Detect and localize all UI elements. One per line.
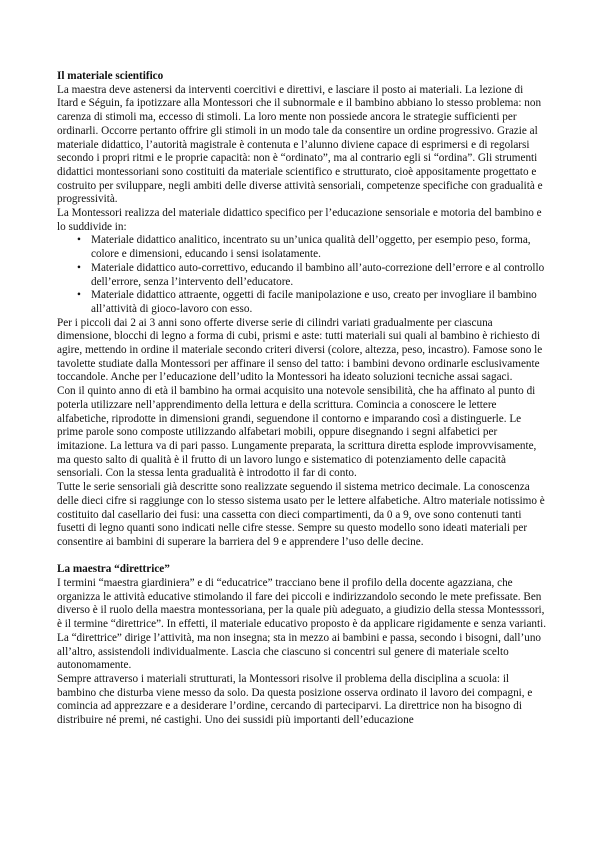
section-heading-materiale-scientifico: Il materiale scientifico [57,70,164,82]
bullet-icon: • [77,289,81,302]
list-item-text: Materiale didattico auto-correttivo, educando il bambino all’auto-correzione dell’errore e al controllo dell’errore, senza l’intervento dell’educatore. [91,261,545,288]
list-item-text: Materiale didattico analitico, incentrato su un’unica qualità dell’oggetto, per esempio peso, forma, colore e dimensioni, educando i sensi isolatamente. [91,234,531,261]
paragraph: I termini “maestra giardiniera” e di “educatrice” tracciano bene il profilo della docente agazziana, che organizza le attività educative stimolando il fare dei piccoli e indirizzandolo secondo le mete prefissate. Ben diverso è il ruolo della maestra montessoriana, per la quale più adeguato, a giudizio della stessa Montesssori, è il termine “direttrice”. In effetti, il materiale educativo proposto è da applicare rigidamente e senza varianti. La “direttrice” dirige l’attività, ma non insegna; sta in mezzo ai bambini e passa, secondo i bisogni, dall’uno all’altro, assistendoli individualmente. Lascia che ciascuno si concentri sul genere di materiale scelto autonomamente. [57,577,547,672]
section-spacer [57,550,547,564]
paragraph: Sempre attraverso i materiali strutturati, la Montessori risolve il problema della disciplina a scuola: il bambino che disturba viene messo da solo. Da questa posizione osserva ordinato il lavoro dei compagni, e comincia ad apprezzare e a desiderare l’ordine, cercando di parteciparvi. La direttrice non ha bisogno di distribuire né premi, né castighi. Uno dei sussidi più importanti dell’educazione [57,672,533,727]
list-item [57,262,547,289]
list-item [57,289,547,316]
list-item-text: Materiale didattico attraente, oggetti di facile manipolazione e uso, creato per invogliare il bambino all’attività di gioco-lavoro con esso. [91,289,537,315]
list-item [57,234,547,261]
paragraph: Per i piccoli dai 2 ai 3 anni sono offerte diverse serie di cilindri variati gradualmente per ciascuna dimensione, blocchi di legno a forma di cubi, prismi e aste: tutti materiali sui quali al bambino è richiesto di agire, mettendo in ordine il materiale secondo criteri diversi (colore, altezza, peso, incastro). Famose sono le tavolette studiate dalla Montessori per affinare il senso del tatto: i bambini devono ordinarle esclusivamente toccandole. Anche per l’educazione dell’udito la Montessori ha ideato soluzioni tecniche assai sagaci. [57,316,543,384]
document-page [57,70,547,728]
paragraph: Con il quinto anno di età il bambino ha ormai acquisito una notevole sensibilità, che ha affinato al punto di poterla utilizzare nell’apprendimento della lettura e della scrittura. Comincia a conoscere le lettere alfabetiche, riprodotte in dimensioni grandi, seguendone il contorno e imparando così a distinguerle. Le prime parole sono composte utilizzando alfabetari mobili, oppure disegnando i segni alfabetici per imitazione. La lettura va di pari passo. Lungamente preparata, la scrittura diretta esplode improvvisamente, ma questo salto di qualità è il frutto di un lavoro lungo e sistematico di potenziamento delle capacità sensoriali. Con la stessa lenta gradualità è introdotto il far di conto. [57,385,537,480]
paragraph: La maestra deve astenersi da interventi coercitivi e direttivi, e lasciare il posto ai materiali. La lezione di Itard e Séguin, fa ipotizzare alla Montessori che il subnormale e il bambino abbiano lo stesso problema: non carenza di stimoli ma, eccesso di stimoli. La loro mente non possiede ancora le strategie sufficienti per ordinarli. Occorre pertanto offrire gli stimoli in un modo tale da consentire un ordine progressivo. Grazie al materiale didattico, l’autorità magistrale è contenuta e l’alunno diviene capace di esprimersi e di regolarsi secondo i propri ritmi e le proprie capacità: non è “ordinato”, ma al contrario egli si “ordina”. Gli strumenti didattici montessoriani sono costituiti da materiale scientifico e strutturato, cioè appositamente progettato e costruito per sviluppare, negli ambiti delle diverse attività sensoriali, competenze specifiche con gradualità e progressività. [57,83,543,206]
section-heading-maestra-direttrice: La maestra “direttrice” [57,563,170,576]
bullet-list [57,234,547,316]
bullet-icon: • [77,261,81,274]
paragraph: Tutte le serie sensoriali già descritte sono realizzate seguendo il sistema metrico decimale. La conoscenza delle dieci cifre si raggiunge con lo stesso sistema usato per le lettere alfabetiche. Altro materiale notissimo è costituito dal casellario dei fusi: una cassetta con dieci compartimenti, da 0 a 9, ove sono contenuti tanti fusetti di legno quanti sono indicati nelle cifre stesse. Sempre su questo modello sono ideati materiali per consentire ai bambini di superare la barriera del 9 e apprendere l’uso delle decine. [57,481,545,548]
bullet-icon: • [77,234,81,247]
paragraph: La Montessori realizza del materiale didattico specifico per l’educazione sensoriale e motoria del bambino e lo suddivide in: [57,207,542,233]
